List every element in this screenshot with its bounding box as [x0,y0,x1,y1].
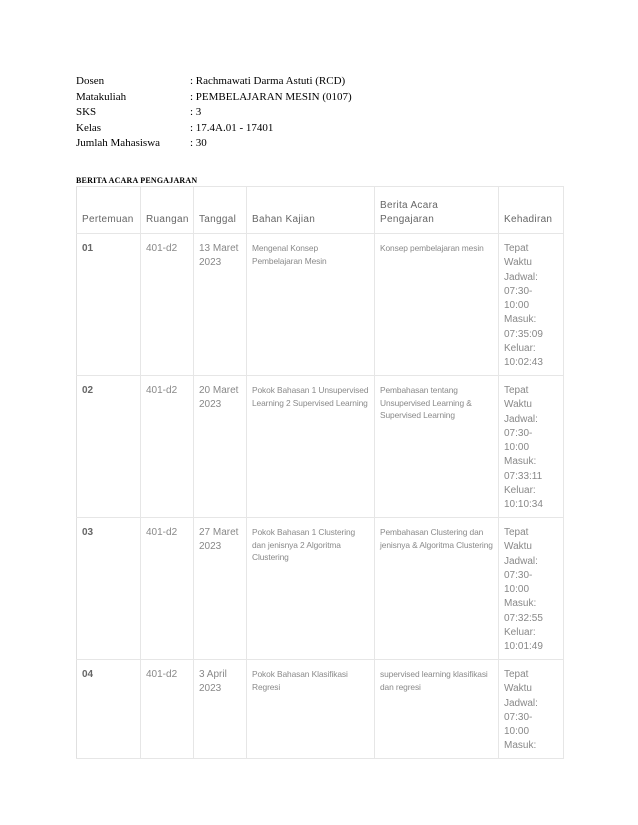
kehadiran-line: Keluar: [504,343,536,355]
kehadiran-line: Tepat [504,669,529,680]
cell-tanggal: 3 April 2023 [194,660,247,759]
info-value: : 17.4A.01 - 17401 [190,121,274,134]
cell-bahan-kajian: Pokok Bahasan 1 Unsupervised Learning 2 Supervised Learning [247,376,375,518]
info-row-jumlah-mahasiswa [76,136,352,152]
section-title: BERITA ACARA PENGAJARAN [76,176,198,185]
kehadiran-line: 07:30- [504,285,533,297]
info-value: : Rachmawati Darma Astuti (RCD) [190,75,346,87]
cell-pertemuan: 03 [77,518,141,660]
info-row-matakuliah [76,90,352,106]
kehadiran-line: Waktu [504,541,532,553]
cell-kehadiran [499,518,564,660]
kehadiran-line: 10:00 [504,300,530,312]
cell-ruangan: 401-d2 [141,234,194,376]
kehadiran-line: Tepat [504,385,529,396]
kehadiran-line: 07:30- [504,427,533,439]
cell-berita-acara: Konsep pembelajaran mesin [375,234,499,376]
kehadiran-line: Masuk: [504,740,537,752]
cell-berita-acara: Pembahasan Clustering dan jenisnya & Algoritma Clustering [375,518,499,660]
cell-ruangan: 401-d2 [141,660,194,759]
info-value: : 30 [190,137,207,149]
kehadiran-line: Jadwal: [504,697,538,709]
kehadiran-line: 07:32:55 [504,612,543,624]
info-row-sks [76,105,352,121]
kehadiran-line: 07:33:11 [504,470,543,482]
header-kehadiran: Kehadiran [499,187,564,234]
kehadiran-line: 10:00 [504,584,530,596]
info-label: Dosen [76,75,105,87]
cell-pertemuan: 01 [77,234,141,376]
kehadiran-line: Jadwal: [504,555,538,567]
info-value: : 3 [190,106,202,118]
lecture-info [76,74,352,152]
header-berita-acara: Berita Acara Pengajaran [375,187,499,234]
cell-ruangan: 401-d2 [141,376,194,518]
table-row [77,518,564,660]
cell-pertemuan: 02 [77,376,141,518]
cell-tanggal: 20 Maret 2023 [194,376,247,518]
info-label: SKS [76,106,97,118]
header-pertemuan: Pertemuan [77,187,141,234]
kehadiran-line: Waktu [504,683,532,695]
cell-kehadiran [499,234,564,376]
kehadiran-line: 10:00 [504,726,530,738]
kehadiran-line: 07:35:09 [504,328,543,340]
kehadiran-line: Tepat [504,527,529,538]
kehadiran-line: Tepat [504,243,529,254]
header-ruangan: Ruangan [141,187,194,234]
cell-bahan-kajian: Pokok Bahasan 1 Clustering dan jenisnya 2 Algoritma Clustering [247,518,375,660]
cell-berita-acara: supervised learning klasifikasi dan regresi [375,660,499,759]
cell-pertemuan: 04 [77,660,141,759]
cell-kehadiran [499,376,564,518]
kehadiran-line: Jadwal: [504,413,538,425]
kehadiran-line: 07:30- [504,711,533,723]
kehadiran-line: 07:30- [504,569,533,581]
kehadiran-line: 10:01:49 [504,641,543,653]
table-header-row [77,187,564,234]
kehadiran-line: Waktu [504,257,532,269]
kehadiran-line: Masuk: [504,598,537,610]
kehadiran-line: 10:02:43 [504,357,543,369]
table-row [77,660,564,759]
cell-kehadiran [499,660,564,759]
info-row-dosen [76,74,352,90]
kehadiran-line: Masuk: [504,456,537,468]
table-row [77,376,564,518]
kehadiran-line: 10:10:34 [504,499,543,511]
kehadiran-line: Jadwal: [504,271,538,283]
cell-bahan-kajian: Mengenal Konsep Pembelajaran Mesin [247,234,375,376]
info-value: : PEMBELAJARAN MESIN (0107) [190,90,352,103]
cell-bahan-kajian: Pokok Bahasan Klasifikasi Regresi [247,660,375,759]
cell-ruangan: 401-d2 [141,518,194,660]
kehadiran-line: Keluar: [504,485,536,497]
header-bahan-kajian: Bahan Kajian [247,187,375,234]
info-label: Jumlah Mahasiswa [76,137,161,149]
kehadiran-line: Masuk: [504,314,537,326]
attendance-table [76,186,564,759]
cell-tanggal: 27 Maret 2023 [194,518,247,660]
kehadiran-line: Waktu [504,399,532,411]
kehadiran-line: Keluar: [504,627,536,639]
kehadiran-line: 10:00 [504,442,530,454]
cell-berita-acara: Pembahasan tentang Unsupervised Learning & Supervised Learning [375,376,499,518]
info-label: Kelas [76,121,102,134]
table-row [77,234,564,376]
info-row-kelas [76,121,352,137]
cell-tanggal: 13 Maret 2023 [194,234,247,376]
info-label: Matakuliah [76,90,127,103]
header-tanggal: Tanggal [194,187,247,234]
